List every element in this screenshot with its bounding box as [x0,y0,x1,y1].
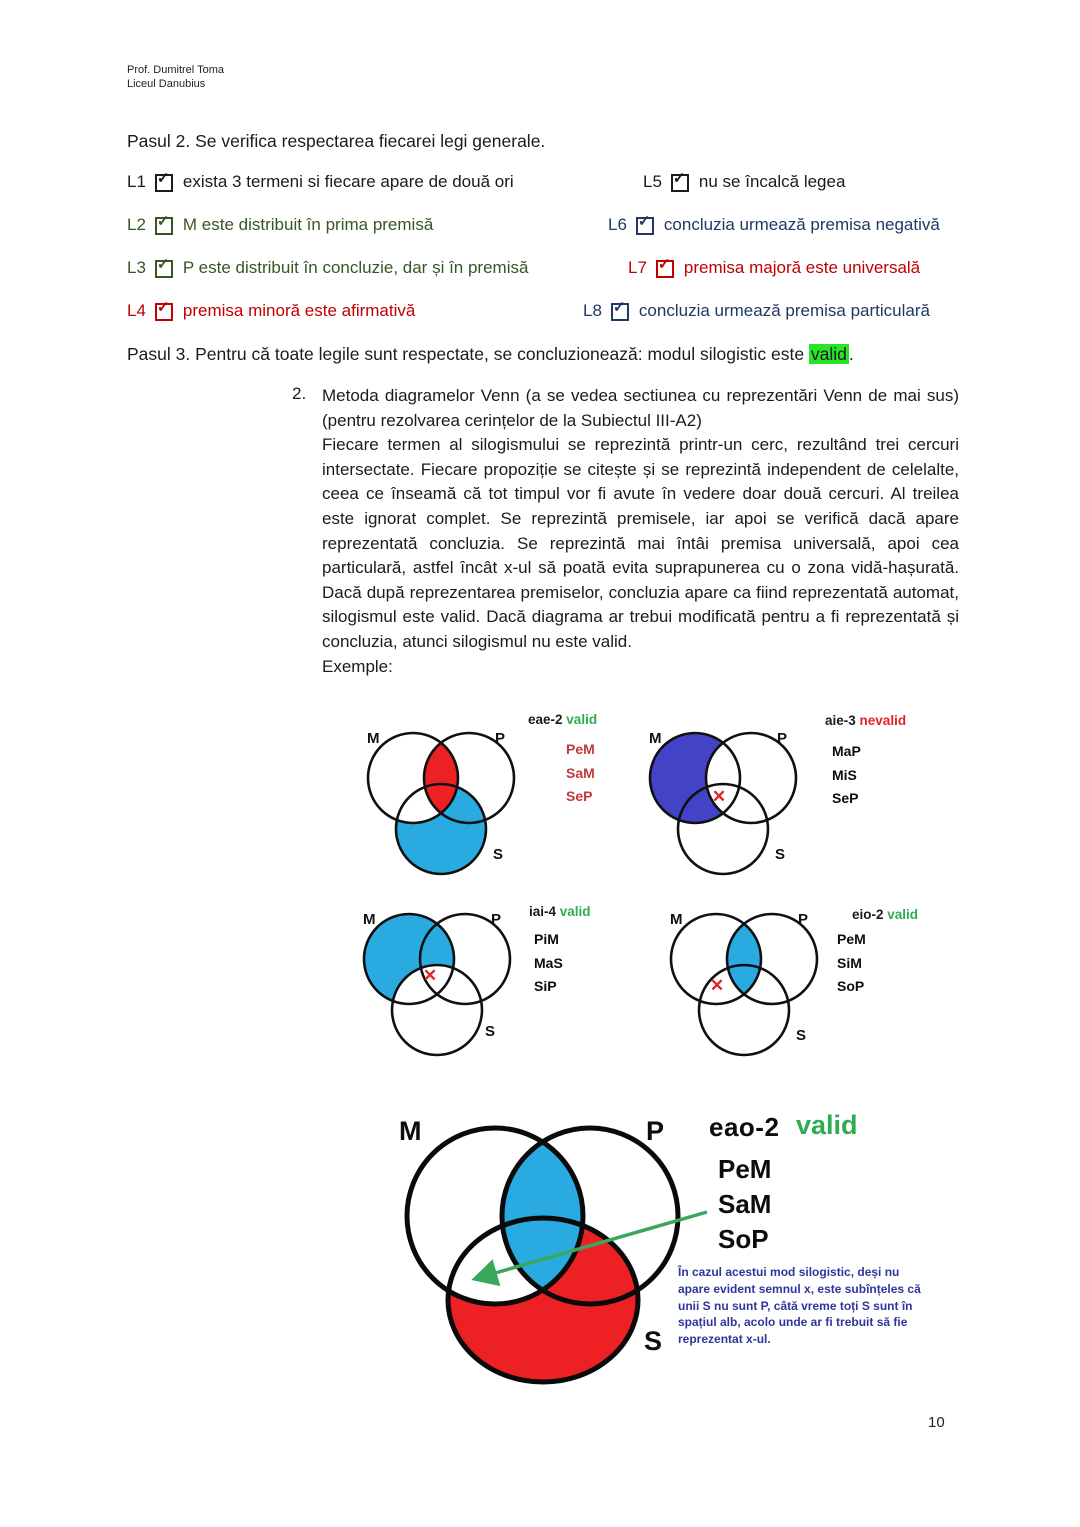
premises-eao-2 [718,1152,771,1257]
premise-line: SeP [832,790,859,807]
law-id: L3 [127,258,146,277]
existential-x-mark: ✕ [711,787,727,806]
premise-line: MiS [832,766,857,783]
circle-label-p: P [798,911,809,928]
law-id: L2 [127,215,146,234]
venn-diagram-eae-2 [365,718,525,883]
mode-name-aie-3 [825,713,906,728]
validity-badge: valid [566,712,598,727]
venn-method-body: Fiecare termen al silogismului se reprezintă printr-un cerc, rezultând trei cercuri intersectate. Fiecare propoziție se citește și se reprezintă independent de celelalte, ceea ce înseamă că tot timpul vor fi avute în vedere doar două cercuri. Al treilea este ignorat complet. Se reprezintă premisele, iar apoi se verifică dacă apare reprezentată concluzia. Se reprezintă mai întâi premisa universală, apoi cea particulară, astfel încât x-ul să poată evita suprapunerea cu o zona vidă-hașurată. Dacă după reprezentarea premiselor, concluzia apare ca fiind reprezentată automat, silogismul este valid. Dacă diagrama ar trebui modificată pentru a fi reprezentată și concluzia, atunci silogismul nu este valid. [322,435,959,651]
premises-eae-2 [566,738,595,809]
law-row-l5 [643,172,845,192]
premise-line: SoP [718,1224,769,1254]
law-row-l6 [608,215,940,235]
premise-line: PeM [837,931,866,947]
venn-diagram-eao-2-large [400,1108,720,1398]
circle-label-p: P [777,730,788,747]
premise-line: SaM [566,764,595,781]
premise-line: MaP [832,743,861,759]
venn-method-paragraph [322,384,959,679]
validity-badge: valid [796,1110,858,1140]
circle-label-m: M [649,730,662,747]
circle-label-m: M [399,1116,422,1146]
mode-name: eae-2 [528,712,563,727]
circle-label-p: P [491,911,502,928]
mode-name-iai-4 [529,904,591,919]
circle-label-p: P [646,1116,665,1146]
premise-line: PiM [534,931,559,947]
mode-name-eae-2 [528,712,597,727]
law-text: premisa majoră este universală [683,258,921,277]
venn-diagram-eio-2 [668,899,828,1064]
circle-label-m: M [367,730,380,747]
law-id: L7 [628,258,647,277]
checkbox-checked-icon[interactable]: ✓ [671,174,689,192]
validity-badge: nevalid [859,713,907,728]
page-number: 10 [928,1414,945,1431]
valid-highlight: valid [810,344,847,364]
law-text: P este distribuit în concluzie, dar și în premisă [182,258,529,277]
list-number: 2. [292,384,307,403]
checkbox-checked-icon[interactable]: ✓ [155,260,173,278]
circle-label-m: M [363,911,376,928]
validity-badge: valid [887,907,919,922]
law-row-l8 [583,301,930,321]
mode-name: aie-3 [825,713,856,728]
circle-label-s: S [485,1023,496,1040]
premises-aie-3 [832,740,861,811]
law-row-l4 [127,301,415,321]
premise-line: SaM [718,1189,772,1219]
pasul3-period: . [848,344,854,364]
validity-badge: valid [559,904,591,919]
circle-label-s: S [644,1326,663,1356]
author-name: Prof. Dumitrel Toma [127,64,224,76]
existential-x-mark: ✕ [422,966,438,985]
law-row-l2 [127,215,433,235]
pasul3-text: Pasul 3. Pentru că toate legile sunt respectate, se concluzionează: modul silogistic este [127,344,809,364]
venn-method-intro: Metoda diagramelor Venn (a se vedea sectiunea cu reprezentări Venn de mai sus) (pentru rezolvarea cerințelor de la Subiectul III-A2) [322,386,959,430]
circle-label-s: S [493,846,504,863]
law-id: L6 [608,215,627,234]
circle-label-s: S [775,846,786,863]
checkbox-checked-icon[interactable]: ✓ [155,217,173,235]
circle-label-s: S [796,1027,807,1044]
circle-label-m: M [670,911,683,928]
law-text: M este distribuit în prima premisă [182,215,434,234]
law-text: concluzia urmează premisa negativă [663,215,940,234]
mode-name-eao-2: eao-2 [709,1112,780,1142]
law-id: L1 [127,172,146,191]
checkbox-checked-icon[interactable]: ✓ [656,260,674,278]
law-text: nu se încalcă legea [698,172,846,191]
explanatory-note: În cazul acestui mod silogistic, deși nu apare evident semnul x, este subînțeles că unii S nu sunt P, câtă vreme toți S sunt în spațiul alb, acolo unde ar fi trebuit să fie reprezentat x-ul. [678,1265,921,1347]
mode-name-eio-2 [852,907,918,922]
law-row-l7 [628,258,920,278]
circle-label-p: P [495,730,506,747]
pasul2-title: Pasul 2. Se verifica respectarea fiecarei legi generale. [127,131,546,151]
premise-line: PeM [566,741,595,757]
law-id: L5 [643,172,662,191]
checkbox-checked-icon[interactable]: ✓ [155,303,173,321]
premise-line: MaS [534,954,563,971]
venn-diagram-aie-3 [647,718,807,883]
law-text: exista 3 termeni si fiecare apare de două ori [182,172,514,191]
premise-line: SiM [837,954,862,971]
mode-name: iai-4 [529,904,557,919]
examples-label: Exemple: [322,656,393,676]
premises-iai-4 [534,928,563,999]
law-id: L8 [583,301,602,320]
page-header [127,63,224,91]
law-text: concluzia urmează premisa particulară [638,301,930,320]
premises-eio-2 [837,928,866,999]
premise-line: SeP [566,788,593,805]
pasul3-line [127,344,854,365]
school-name: Liceul Danubius [127,78,206,90]
premise-line: PeM [718,1154,772,1184]
premise-line: SiP [534,978,557,995]
law-text: premisa minoră este afirmativă [182,301,416,320]
mode-name: eio-2 [852,907,884,922]
existential-x-mark: ✕ [709,976,725,995]
premise-line: SoP [837,978,865,995]
venn-diagram-iai-4 [361,899,521,1064]
law-row-l3 [127,258,528,278]
checkbox-checked-icon[interactable]: ✓ [155,174,173,192]
law-row-l1 [127,172,514,192]
checkbox-checked-icon[interactable]: ✓ [611,303,629,321]
checkbox-checked-icon[interactable]: ✓ [636,217,654,235]
law-id: L4 [127,301,146,320]
